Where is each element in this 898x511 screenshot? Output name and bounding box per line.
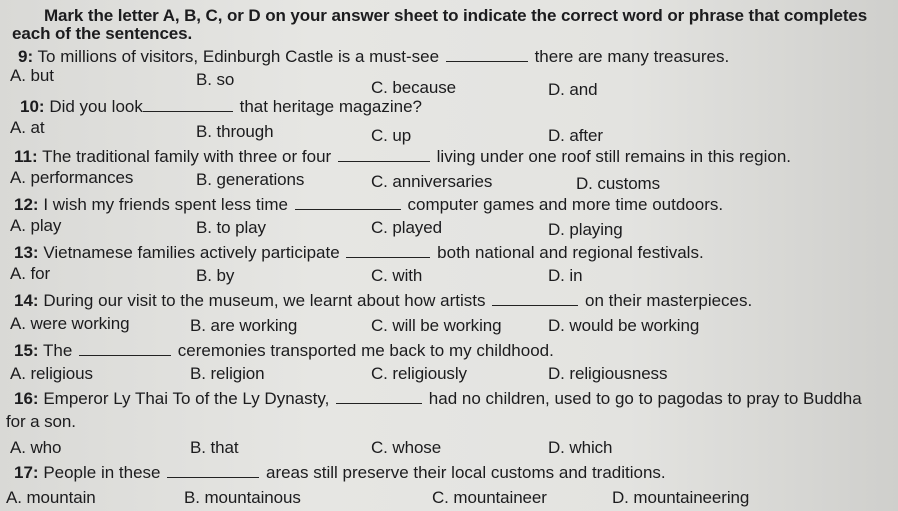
option-b: B. through [196, 122, 274, 141]
option-c: C. anniversaries [371, 172, 493, 191]
answer-blank [167, 462, 259, 478]
option-a: A. for [10, 264, 51, 283]
answer-blank [143, 96, 233, 112]
question-16 [14, 388, 862, 409]
option-a: A. play [10, 216, 62, 235]
option-a: A. were working [10, 314, 130, 333]
option-b: B. by [196, 266, 235, 285]
question-text-before: Vietnamese families actively participate [43, 243, 340, 262]
answer-blank [446, 46, 528, 62]
question-text-after: had no children, used to go to pagodas to pray to Buddha [428, 389, 862, 408]
question-text-after: there are many treasures. [534, 47, 730, 66]
answer-blank [338, 146, 430, 162]
question-text-before: The traditional family with three or four [42, 147, 332, 166]
option-a: A. who [10, 438, 62, 457]
instruction-line-1: Mark the letter A, B, C, or D on your answer sheet to indicate the correct word or phrase that completes [44, 6, 868, 25]
question-number: 11: [14, 147, 38, 166]
option-a: A. but [10, 66, 54, 85]
question-text-before: Did you look [49, 97, 143, 116]
question-9 [18, 46, 729, 67]
question-text-after: on their masterpieces. [584, 291, 753, 310]
question-text-before: The [43, 341, 73, 360]
answer-blank [336, 388, 422, 404]
answer-blank [346, 242, 430, 258]
answer-blank [492, 290, 578, 306]
option-a: A. religious [10, 364, 93, 383]
question-text-after: computer games and more time outdoors. [407, 195, 724, 214]
question-text-before: Emperor Ly Thai To of the Ly Dynasty, [43, 389, 330, 408]
option-c: C. religiously [371, 364, 467, 383]
question-number: 12: [14, 195, 39, 214]
option-b: B. to play [196, 218, 266, 237]
option-d: D. in [548, 266, 583, 285]
option-c: C. will be working [371, 316, 502, 335]
answer-blank [79, 340, 171, 356]
option-d: D. after [548, 126, 603, 145]
option-a: A. mountain [6, 488, 96, 507]
question-text-before: During our visit to the museum, we learnt about how artists [43, 291, 486, 310]
option-d: D. would be working [548, 316, 700, 335]
question-15 [14, 340, 554, 361]
question-text-before: I wish my friends spent less time [43, 195, 289, 214]
question-number: 15: [14, 341, 39, 360]
option-c: C. whose [371, 438, 442, 457]
question-text-after: that heritage magazine? [239, 97, 423, 116]
question-14 [14, 290, 752, 311]
option-d: D. playing [548, 220, 623, 239]
option-a: A. at [10, 118, 45, 137]
option-b: B. religion [190, 364, 265, 383]
option-c: C. because [371, 78, 456, 97]
option-c: C. up [371, 126, 412, 145]
option-c: C. mountaineer [432, 488, 547, 507]
option-d: D. mountaineering [612, 488, 750, 507]
question-number: 10: [20, 97, 45, 116]
question-text-after: ceremonies transported me back to my childhood. [177, 341, 554, 360]
instruction-line-2: each of the sentences. [12, 24, 193, 43]
option-d: D. and [548, 80, 598, 99]
question-13 [14, 242, 704, 263]
option-d: D. religiousness [548, 364, 668, 383]
question-text-after: areas still preserve their local customs and traditions. [265, 463, 666, 482]
option-c: C. with [371, 266, 423, 285]
option-b: B. that [190, 438, 239, 457]
option-b: B. mountainous [184, 488, 301, 507]
question-text-after: both national and regional festivals. [437, 243, 704, 262]
question-number: 13: [14, 243, 39, 262]
question-17 [14, 462, 666, 483]
question-text-after: living under one roof still remains in this region. [436, 147, 791, 166]
question-11 [14, 146, 791, 167]
option-d: D. which [548, 438, 613, 457]
question-12 [14, 194, 723, 215]
option-a: A. performances [10, 168, 134, 187]
option-b: B. are working [190, 316, 298, 335]
option-d: D. customs [576, 174, 661, 193]
question-text-before: People in these [43, 463, 161, 482]
option-b: B. generations [196, 170, 305, 189]
question-number: 17: [14, 463, 39, 482]
option-b: B. so [196, 70, 235, 89]
question-number: 14: [14, 291, 39, 310]
option-c: C. played [371, 218, 442, 237]
answer-blank [295, 194, 401, 210]
question-text-before: To millions of visitors, Edinburgh Castle is a must-see [37, 47, 440, 66]
question-10 [20, 96, 422, 117]
question-number: 9: [18, 47, 34, 66]
question-16-continuation: for a son. [6, 412, 76, 431]
question-number: 16: [14, 389, 39, 408]
